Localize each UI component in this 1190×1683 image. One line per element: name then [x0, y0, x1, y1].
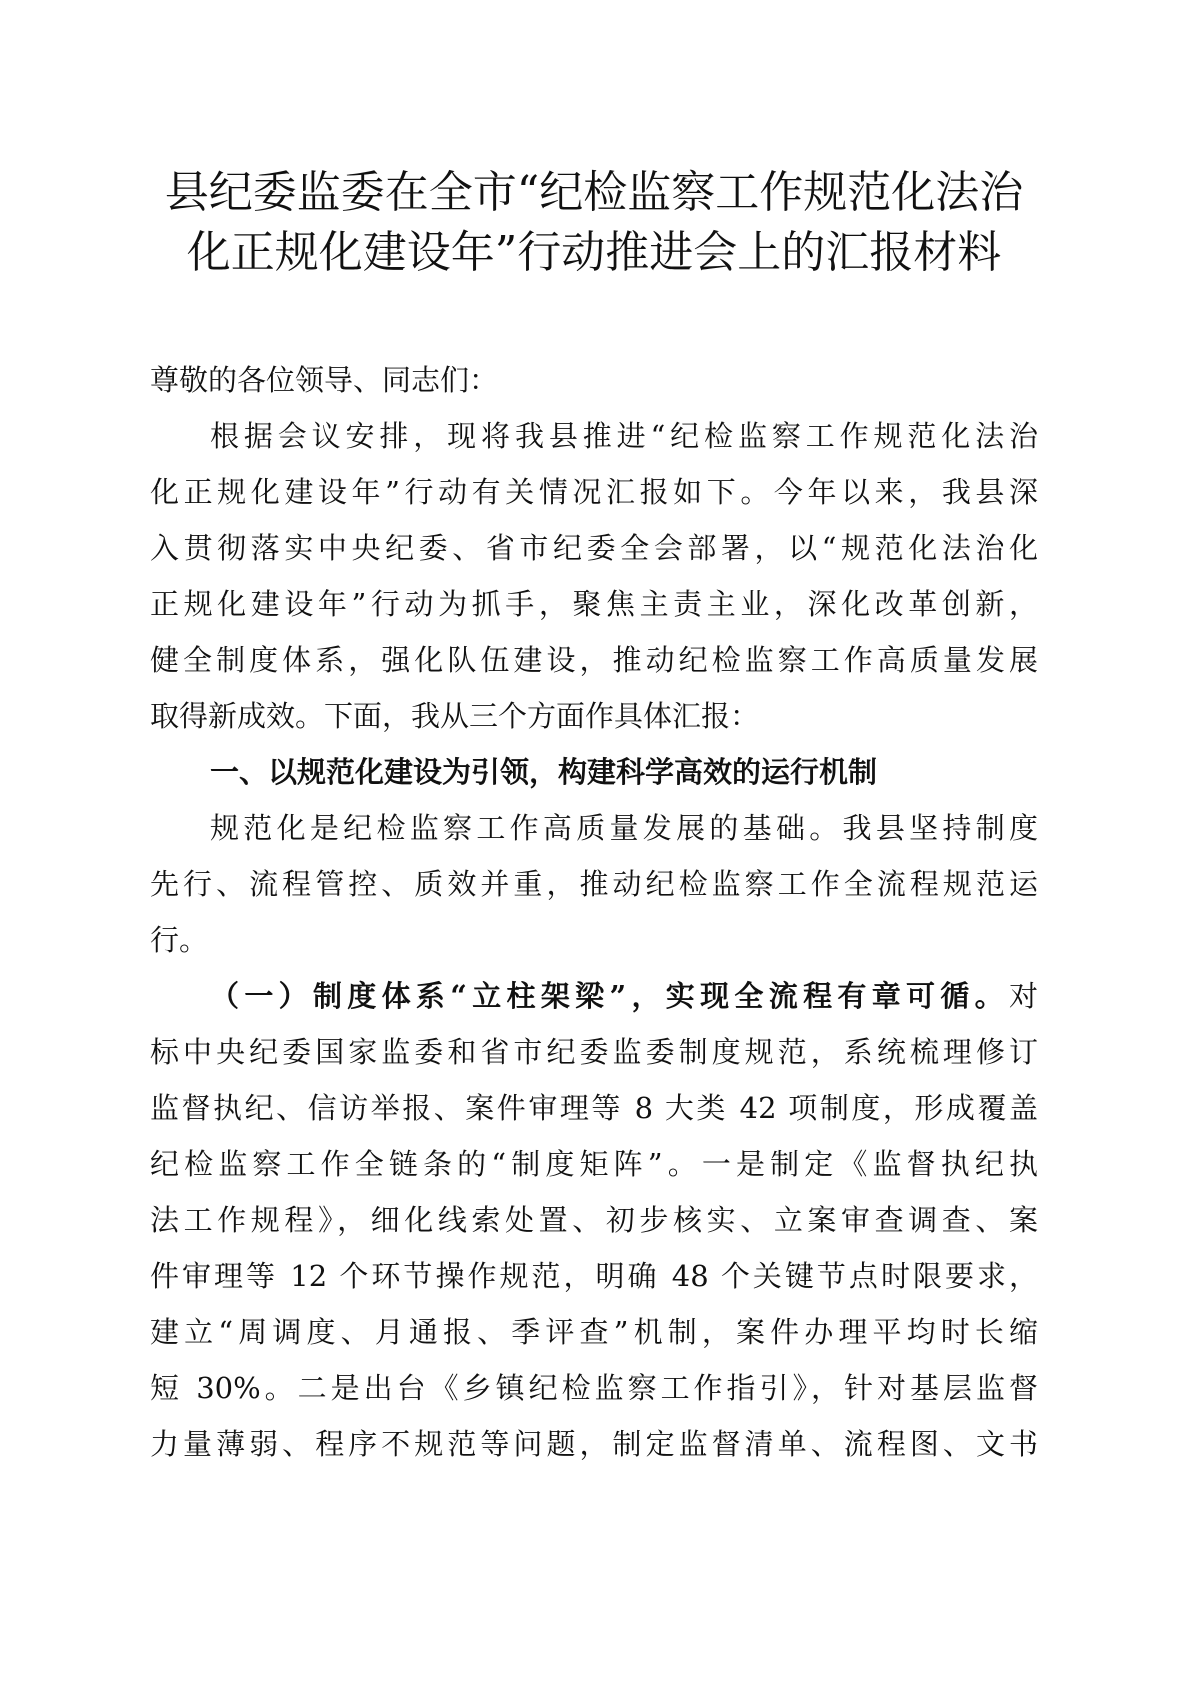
- title-line-1: 县纪委监委在全市“纪检监察工作规范化法治: [164, 167, 1024, 218]
- document-body: [150, 352, 1038, 1472]
- section-1-heading: 一、以规范化建设为引领，构建科学高效的运行机制: [210, 755, 878, 789]
- paragraph-3-line-4: 纪检监察工作全链条的“制度矩阵”。一是制定《监督执纪执: [150, 1147, 1038, 1181]
- title-line-2: 化正规化建设年”行动推进会上的汇报材料: [186, 227, 1002, 278]
- subsection-1-lead-tail: 对: [1008, 979, 1038, 1013]
- paragraph-1-line-4: 正规化建设年”行动为抓手，聚焦主责主业，深化改革创新，: [150, 587, 1038, 621]
- paragraph-1-line-5: 健全制度体系，强化队伍建设，推动纪检监察工作高质量发展: [150, 643, 1038, 677]
- paragraph-3-line-5: 法工作规程》，细化线索处置、初步核实、立案审查调查、案: [150, 1203, 1038, 1237]
- paragraph-3-line-7: 建立“周调度、月通报、季评查”机制，案件办理平均时长缩: [150, 1315, 1038, 1349]
- document-title: [140, 163, 1048, 283]
- paragraph-3-line-2: 标中央纪委国家监委和省市纪委监委制度规范，系统梳理修订: [150, 1035, 1038, 1069]
- paragraph-3-line-8: 短 30%。二是出台《乡镇纪检监察工作指引》，针对基层监督: [150, 1371, 1038, 1405]
- paragraph-3-line-3: 监督执纪、信访举报、案件审理等 8 大类 42 项制度，形成覆盖: [150, 1091, 1038, 1125]
- paragraph-3-line-9: 力量薄弱、程序不规范等问题，制定监督清单、流程图、文书: [150, 1427, 1038, 1461]
- paragraph-3-line-6: 件审理等 12 个环节操作规范，明确 48 个关键节点时限要求，: [150, 1259, 1038, 1293]
- paragraph-2-line-2: 先行、流程管控、质效并重，推动纪检监察工作全流程规范运: [150, 867, 1038, 901]
- paragraph-2-line-1: 规范化是纪检监察工作高质量发展的基础。我县坚持制度: [210, 811, 1038, 845]
- paragraph-1-line-1: 根据会议安排，现将我县推进“纪检监察工作规范化法治: [210, 419, 1038, 453]
- paragraph-2-line-3: 行。: [150, 923, 209, 957]
- salutation: 尊敬的各位领导、同志们：: [150, 363, 499, 397]
- paragraph-3-line-1: [150, 968, 1038, 1024]
- paragraph-1-line-3: 入贯彻落实中央纪委、省市纪委全会部署，以“规范化法治化: [150, 531, 1038, 565]
- subsection-1-lead: （一）制度体系“立柱架梁”，实现全流程有章可循。: [210, 979, 1009, 1013]
- paragraph-1-line-2: 化正规化建设年”行动有关情况汇报如下。今年以来，我县深: [150, 475, 1038, 509]
- paragraph-1-line-6: 取得新成效。下面，我从三个方面作具体汇报：: [150, 699, 760, 733]
